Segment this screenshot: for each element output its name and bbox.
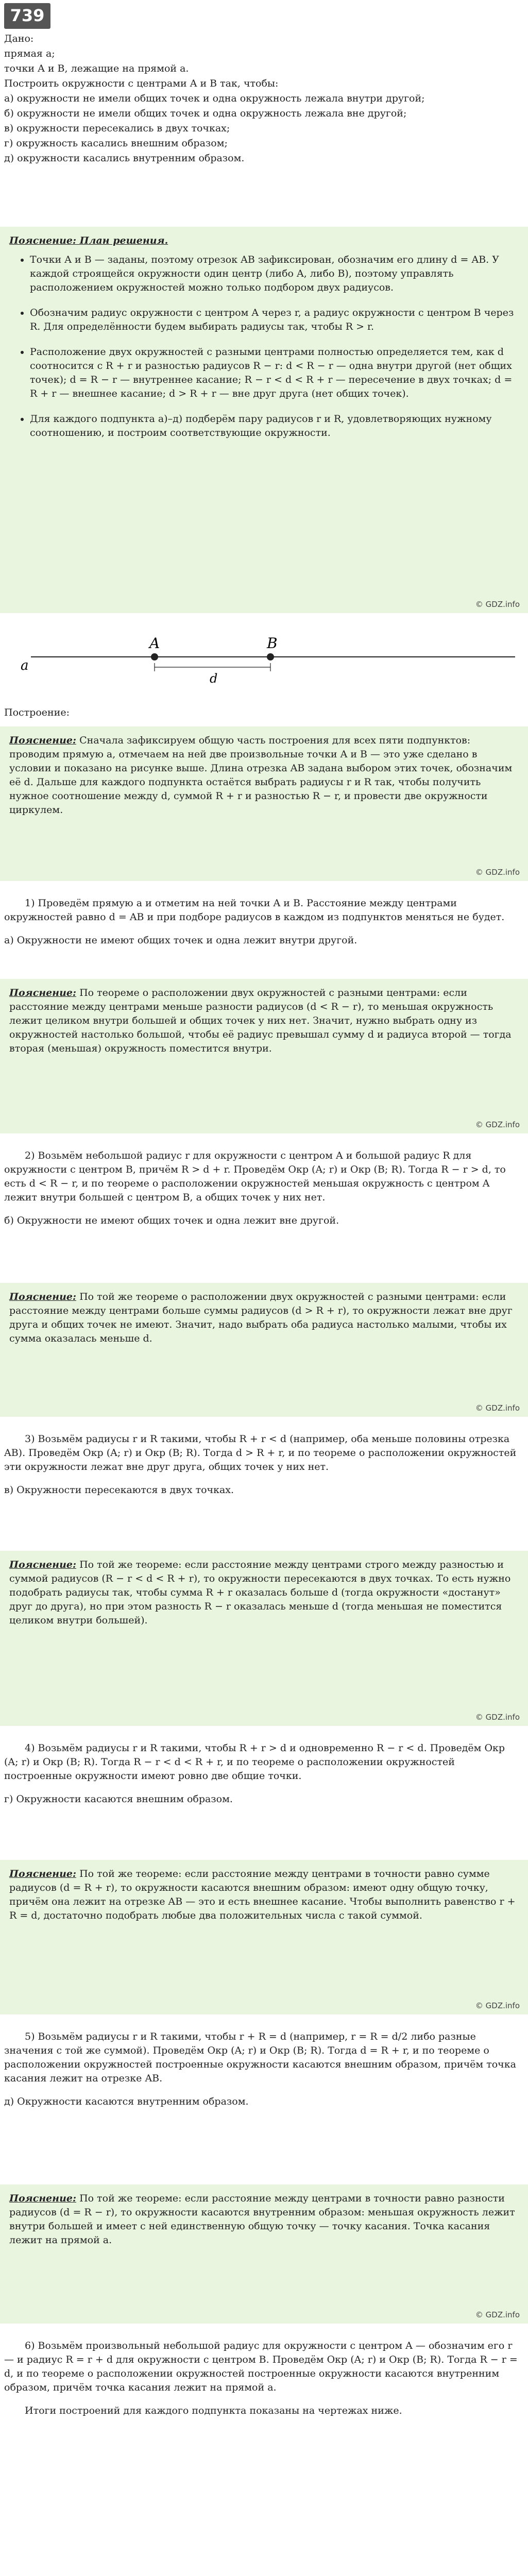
summary: Итоги построений для каждого подпункта показаны на чертежах ниже. xyxy=(25,2404,402,2416)
explain-text: По той же теореме: если расстояние между центрами в точности равно разности радиусов (d = R − r), то окружности касаются внутренним образом: меньшая окружность лежит внутри большей и имеет с ней единственную общую точку — точку касания. Точка касания лежит на прямой a. xyxy=(9,2193,515,2246)
given-line: точки A и B, лежащие на прямой a. xyxy=(4,62,189,74)
plan-item: • Обозначим радиус окружности с центром A через r, а радиус окружности с центром B через R. Для определённости будем выбирать радиусы так, чтобы R > r. xyxy=(30,306,519,334)
plan-item: • Для каждого подпункта а)–д) подберём пару радиусов r и R, удовлетворяющих нужному соотношению, и построим соответствующие окружности. xyxy=(30,412,519,440)
gdz-watermark: © GDZ.info xyxy=(475,1712,520,1722)
explain-box-2 xyxy=(0,979,528,1133)
step-1: 1) Проведём прямую a и отметим на ней точки A и B. Расстояние между центрами окружностей равно d = AB и при подборе радиусов в каждом из подпунктов меняться не будет. а) Окружности не имеют общих точек и одна лежит внутри другой. xyxy=(4,896,522,951)
given-block xyxy=(4,32,519,166)
explain-title: Пояснение: xyxy=(9,1868,77,1879)
explain-text: По той же теореме: если расстояние между центрами в точности равно сумме радиусов (d = R + r), то окружности касаются внешним образом: имеют одну общую точку, причём она лежит на отрезке AB — это и есть внешнее касание. Чтобы выполнить равенство r + R = d, достаточно подобрать любые два положительных числа с такой суммой. xyxy=(9,1868,516,1921)
result-a: а) Окружности не имеют общих точек и одна лежит внутри другой. xyxy=(4,934,357,946)
explain-box-3 xyxy=(0,1283,528,1417)
given-line: д) окружности касались внутренним образом. xyxy=(4,152,245,164)
step-2: 2) Возьмём небольшой радиус r для окружности с центром A и большой радиус R для окружности с центром B, причём R > d + r. Проведём Окр (A; r) и Окр (B; R). Тогда R − r > d, то есть d < R − r, и по теореме о расположении окружностей меньшая окружность с центром A лежит внутри большей с центром B, а общих точек у них нет. б) Окружности не имеют общих точек и одна лежит вне другой. xyxy=(4,1149,522,1231)
task-number-badge: 739 xyxy=(4,3,50,29)
result-c: в) Окружности пересекаются в двух точках. xyxy=(4,1484,234,1496)
result-d: г) Окружности касаются внешним образом. xyxy=(4,1793,233,1805)
explain-text: По теореме о расположении двух окружностей с разными центрами: если расстояние между центрами меньше разности радиусов (d < R − r), то меньшая окружность лежит целиком внутри большей и общих точек у них нет. Значит, нужно выбрать одну из окружностей настолько большой, чтобы её радиус превышал сумму d и радиуса второй — тогда вторая (меньшая) окружность поместится внутри. xyxy=(9,987,512,1054)
label-d: d xyxy=(210,671,218,686)
base-figure xyxy=(0,618,528,696)
gdz-watermark: © GDZ.info xyxy=(475,2310,520,2319)
given-line: в) окружности пересекались в двух точках; xyxy=(4,122,230,134)
step-6: 6) Возьмём произвольный небольшой радиус для окружности с центром A — обозначим его r — и радиус R = r + d для окружности с центром B. Проведём Окр (A; r) и Окр (B; R). Тогда R − r = d, и по теореме о расположении окружностей построенные окружности касаются внутренним образом, причём точка касания лежит на прямой a. Итоги построений для каждого подпункта показаны на чертежах ниже. xyxy=(4,2339,522,2421)
explain-text: По той же теореме: если расстояние между центрами строго между разностью и суммой радиусов (R − r < d < R + r), то окружности пересекаются в двух точках. То есть нужно подобрать радиусы так, чтобы сумма R + r оказалась больше d (тогда окружности «достанут» друг до друга), но при этом разность R − r оказалась меньше d (тогда меньшая не поместится целиком внутри большей). xyxy=(9,1559,511,1626)
point-A xyxy=(151,653,158,660)
explain-box-6 xyxy=(0,2184,528,2324)
step-4: 4) Возьмём радиусы r и R такими, чтобы R + r > d и одновременно R − r < d. Проведём Окр (A; r) и Окр (B; R). Тогда R − r < d < R + r, и по теореме о расположении окружностей построенные окружности имеют ровно две общие точки. г) Окружности касаются внешним образом. xyxy=(4,1741,522,1809)
plan-title: Пояснение: План решения. xyxy=(9,235,168,246)
given-line: б) окружности не имели общих точек и одна окружность лежала вне другой; xyxy=(4,107,407,119)
plan-list xyxy=(9,253,519,440)
given-line: г) окружность касались внешним образом; xyxy=(4,137,228,149)
gdz-watermark: © GDZ.info xyxy=(475,599,520,609)
explain-title: Пояснение: xyxy=(9,1291,77,1302)
construction-title: Построение: xyxy=(4,707,70,718)
step-5: 5) Возьмём радиусы r и R такими, чтобы r + R = d (например, r = R = d/2 либо разные значения с той же суммой). Проведём Окр (A; r) и Окр (B; R). Тогда d = R + r, и по теореме о расположении окружностей построенные окружности касаются внешним образом, причём точка касания лежит на отрезке AB. д) Окружности касаются внутренним образом. xyxy=(4,2030,522,2112)
label-A: A xyxy=(149,635,160,652)
explain-title: Пояснение: xyxy=(9,2193,77,2204)
gdz-watermark: © GDZ.info xyxy=(475,1403,520,1413)
result-e: д) Окружности касаются внутренним образом. xyxy=(4,2095,249,2107)
plan-item: • Расположение двух окружностей с разными центрами полностью определяется тем, как d соотносится с R + r и разностью радиусов R − r: d < R − r — одна внутри другой (нет общих точек); d = R − r — внутреннее касание; R − r < d < R + r — пересечение в двух точках; d = R + r — внешнее касание; d > R + r — вне друг друга (нет общих точек). xyxy=(30,345,519,401)
given-line: а) окружности не имели общих точек и одна окружность лежала внутри другой; xyxy=(4,92,425,104)
explain-box-5 xyxy=(0,1860,528,2014)
gdz-watermark: © GDZ.info xyxy=(475,867,520,877)
plan-item: • Точки A и B — заданы, поэтому отрезок AB зафиксирован, обозначим его длину d = AB. У каждой строящейся окружности один центр (либо A, либо B), поэтому управлять расположением окружностей можно только подбором двух радиусов. xyxy=(30,253,519,295)
explain-title: Пояснение: xyxy=(9,1559,77,1570)
given-line: Построить окружности с центрами A и B так, чтобы: xyxy=(4,77,279,89)
explain-text: По той же теореме о расположении двух окружностей с разными центрами: если расстояние между центрами больше суммы радиусов (d > R + r), то окружности лежат вне друг друга и общих точек не имеют. Значит, надо выбрать оба радиуса настолько малыми, чтобы их сумма оказалась меньше d. xyxy=(9,1291,513,1344)
explain-box-4 xyxy=(0,1551,528,1726)
gdz-watermark: © GDZ.info xyxy=(475,2001,520,2010)
given-line: прямая a; xyxy=(4,47,55,59)
label-B: B xyxy=(267,635,278,652)
explain-text: Сначала зафиксируем общую часть построения для всех пяти подпунктов: проводим прямую a, отмечаем на ней две произвольные точки A и B — это уже сделано в условии и показано на рисунке выше. Длина отрезка AB задана выбором этих точек, обозначим её d. Дальше для каждого подпункта остаётся выбрать радиусы r и R так, чтобы получить нужное соотношение между d, суммой R + r и разностью R − r, и провести две окружности циркулем. xyxy=(9,735,513,816)
plan-box xyxy=(0,227,528,613)
result-b: б) Окружности не имеют общих точек и одна лежит вне другой. xyxy=(4,1214,339,1226)
given-line: Дано: xyxy=(4,33,34,44)
explain-title: Пояснение: xyxy=(9,735,77,746)
explain-box-1 xyxy=(0,726,528,881)
label-a: a xyxy=(21,658,29,673)
point-B xyxy=(267,653,274,660)
figures-row-1 xyxy=(0,2530,528,2576)
step-3: 3) Возьмём радиусы r и R такими, чтобы R + r < d (например, оба меньше половины отрезка AB). Проведём Окр (A; r) и Окр (B; R). Тогда d > R + r, и по теореме о расположении окружностей эти окружности лежат вне друг друга, общих точек у них нет. в) Окружности пересекаются в двух точках. xyxy=(4,1432,522,1500)
explain-title: Пояснение: xyxy=(9,987,77,998)
gdz-watermark: © GDZ.info xyxy=(475,1120,520,1129)
